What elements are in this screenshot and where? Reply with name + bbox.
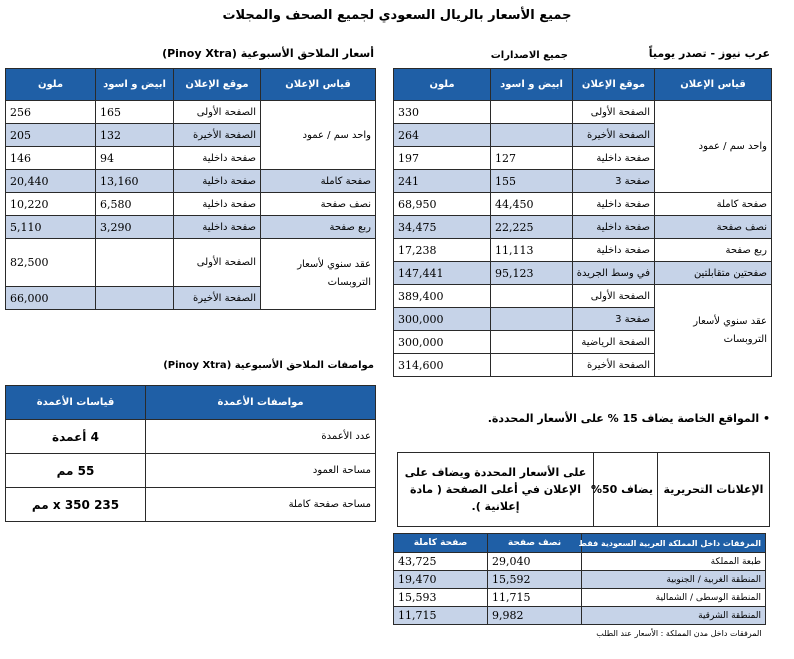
table-cell: 197: [394, 147, 491, 170]
editorial-desc: على الأسعار المحددة ويضاف على الإعلان في أعلى الصفحة ( مادة إعلانية ).: [398, 453, 594, 527]
table-cell: 300,000: [394, 308, 491, 331]
table-cell: 132: [96, 124, 174, 147]
table-cell: صفحة داخلية: [573, 193, 655, 216]
table-cell: عقد سنوي لأسعار التروبسات: [261, 239, 376, 310]
table-cell: صفحة 3: [573, 308, 655, 331]
table-cell: 43,725: [394, 553, 488, 571]
table-cell: 264: [394, 124, 491, 147]
table-cell: صفحتين متقابلتين: [655, 262, 772, 285]
table-cell: صفحة داخلية: [174, 216, 261, 239]
table-cell: واحد سم / عمود: [261, 101, 376, 170]
table-cell: 241: [394, 170, 491, 193]
editorial-table: [397, 452, 770, 527]
page-title: جميع الأسعار بالريال السعودي لجميع الصحف والمجلات: [222, 8, 572, 23]
table-cell: 15,592: [488, 571, 582, 589]
table-cell: الصفحة الأولى: [174, 239, 261, 287]
header-half: نصف صفحة: [488, 534, 582, 553]
specs-title: مواصفات الملاحق الأسبوعية (Pinoy Xtra): [163, 360, 374, 371]
table-cell: [491, 308, 573, 331]
header-position: موقع الإعلان: [573, 69, 655, 101]
header-size: قياس الإعلان: [655, 69, 772, 101]
table-cell: 17,238: [394, 239, 491, 262]
table-cell: 11,715: [488, 589, 582, 607]
table-cell: 13,160: [96, 170, 174, 193]
arab-news-label: عرب نيوز - تصدر يومياً: [648, 47, 770, 60]
table-cell: 256: [6, 101, 96, 124]
table-cell: 3,290: [96, 216, 174, 239]
special-note: [480, 412, 770, 425]
header-color: ملون: [6, 69, 96, 101]
table-cell: الصفحة الأخيرة: [174, 124, 261, 147]
table-cell: ربع صفحة: [261, 216, 376, 239]
note-text: المواقع الخاصة يضاف 15 % على الأسعار المحددة.: [487, 412, 760, 425]
header-size: قياس الإعلان: [261, 69, 376, 101]
header-bw: ابيض و اسود: [491, 69, 573, 101]
table-cell: 95,123: [491, 262, 573, 285]
table-cell: 66,000: [6, 287, 96, 310]
table-cell: 146: [6, 147, 96, 170]
table-cell: صفحة كاملة: [655, 193, 772, 216]
table-cell: 20,440: [6, 170, 96, 193]
pinoy-title: أسعار الملاحق الأسبوعية (Pinoy Xtra): [162, 47, 374, 60]
table-cell: 205: [6, 124, 96, 147]
table-cell: ربع صفحة: [655, 239, 772, 262]
table-cell: الصفحة الأولى: [174, 101, 261, 124]
editorial-label: الإعلانات التحريرية: [658, 453, 770, 527]
table-cell: صفحة كاملة: [261, 170, 376, 193]
table-cell: [96, 239, 174, 287]
bullet: •: [762, 412, 770, 425]
table-cell: 11,715: [394, 607, 488, 625]
table-cell: طبعة المملكة: [582, 553, 766, 571]
table-cell: 5,110: [6, 216, 96, 239]
table-cell: 389,400: [394, 285, 491, 308]
table-cell: 127: [491, 147, 573, 170]
table-cell: 9,982: [488, 607, 582, 625]
table-cell: 314,600: [394, 354, 491, 377]
table-cell: الصفحة الرياضية: [573, 331, 655, 354]
table-cell: [491, 124, 573, 147]
table-cell: الصفحة الأخيرة: [573, 354, 655, 377]
table-cell: المنطقة الغربية / الجنوبية: [582, 571, 766, 589]
attachments-footer: المرفقات داخل مدن المملكة : الأسعار عند الطلب: [596, 629, 762, 639]
editorial-pct: يضاف 50%: [594, 453, 658, 527]
table-cell: [96, 287, 174, 310]
table-cell: 68,950: [394, 193, 491, 216]
table-cell: 300,000: [394, 331, 491, 354]
table-cell: نصف صفحة: [655, 216, 772, 239]
table-cell: صفحة داخلية: [174, 193, 261, 216]
header-full: صفحة كاملة: [394, 534, 488, 553]
table-cell: 155: [491, 170, 573, 193]
table-cell: 10,220: [6, 193, 96, 216]
table-cell: الصفحة الأخيرة: [573, 124, 655, 147]
table-cell: 34,475: [394, 216, 491, 239]
table-cell: الصفحة الأولى: [573, 285, 655, 308]
table-cell: [491, 285, 573, 308]
table-cell: 6,580: [96, 193, 174, 216]
table-cell: المنطقة الوسطى / الشمالية: [582, 589, 766, 607]
header-bw: ابيض و اسود: [96, 69, 174, 101]
table-cell: 165: [96, 101, 174, 124]
table-cell: 11,113: [491, 239, 573, 262]
header-measure: قياسات الأعمدة: [6, 386, 146, 420]
table-cell: 147,441: [394, 262, 491, 285]
table-cell: مساحة صفحة كاملة: [146, 488, 376, 522]
specs-table: [5, 385, 376, 522]
table-cell: عقد سنوي لأسعار التروبسات: [655, 285, 772, 377]
table-cell: في وسط الجريدة: [573, 262, 655, 285]
table-cell: 94: [96, 147, 174, 170]
table-cell: صفحة داخلية: [573, 147, 655, 170]
table-cell: صفحة داخلية: [573, 216, 655, 239]
table-cell: 29,040: [488, 553, 582, 571]
table-cell: 22,225: [491, 216, 573, 239]
table-cell: 82,500: [6, 239, 96, 287]
table-cell: 19,470: [394, 571, 488, 589]
table-cell: الصفحة الأولى: [573, 101, 655, 124]
table-cell: [491, 101, 573, 124]
table-cell: 330: [394, 101, 491, 124]
table-cell: 55 مم: [6, 454, 146, 488]
table-cell: واحد سم / عمود: [655, 101, 772, 193]
table-cell: صفحة داخلية: [573, 239, 655, 262]
arab-news-subtitle: جميع الاصدارات: [490, 50, 568, 61]
header-region: المرفقات داخل المملكة العربية السعودية فقط: [582, 534, 766, 553]
table-cell: صفحة داخلية: [174, 147, 261, 170]
attachments-table: [393, 533, 766, 643]
pinoy-table: [5, 68, 376, 310]
table-cell: صفحة داخلية: [174, 170, 261, 193]
header-color: ملون: [394, 69, 491, 101]
header-position: موقع الإعلان: [174, 69, 261, 101]
arab-news-table: [393, 68, 772, 377]
table-cell: 4 أعمدة: [6, 420, 146, 454]
table-cell: [491, 331, 573, 354]
table-cell: 235 x 350 مم: [6, 488, 146, 522]
table-cell: المنطقة الشرقية: [582, 607, 766, 625]
header-spec: مواصفات الأعمدة: [146, 386, 376, 420]
table-cell: 44,450: [491, 193, 573, 216]
table-cell: نصف صفحة: [261, 193, 376, 216]
table-cell: عدد الأعمدة: [146, 420, 376, 454]
table-cell: صفحة 3: [573, 170, 655, 193]
table-cell: 15,593: [394, 589, 488, 607]
table-cell: مساحة العمود: [146, 454, 376, 488]
table-cell: الصفحة الأخيرة: [174, 287, 261, 310]
table-cell: [491, 354, 573, 377]
